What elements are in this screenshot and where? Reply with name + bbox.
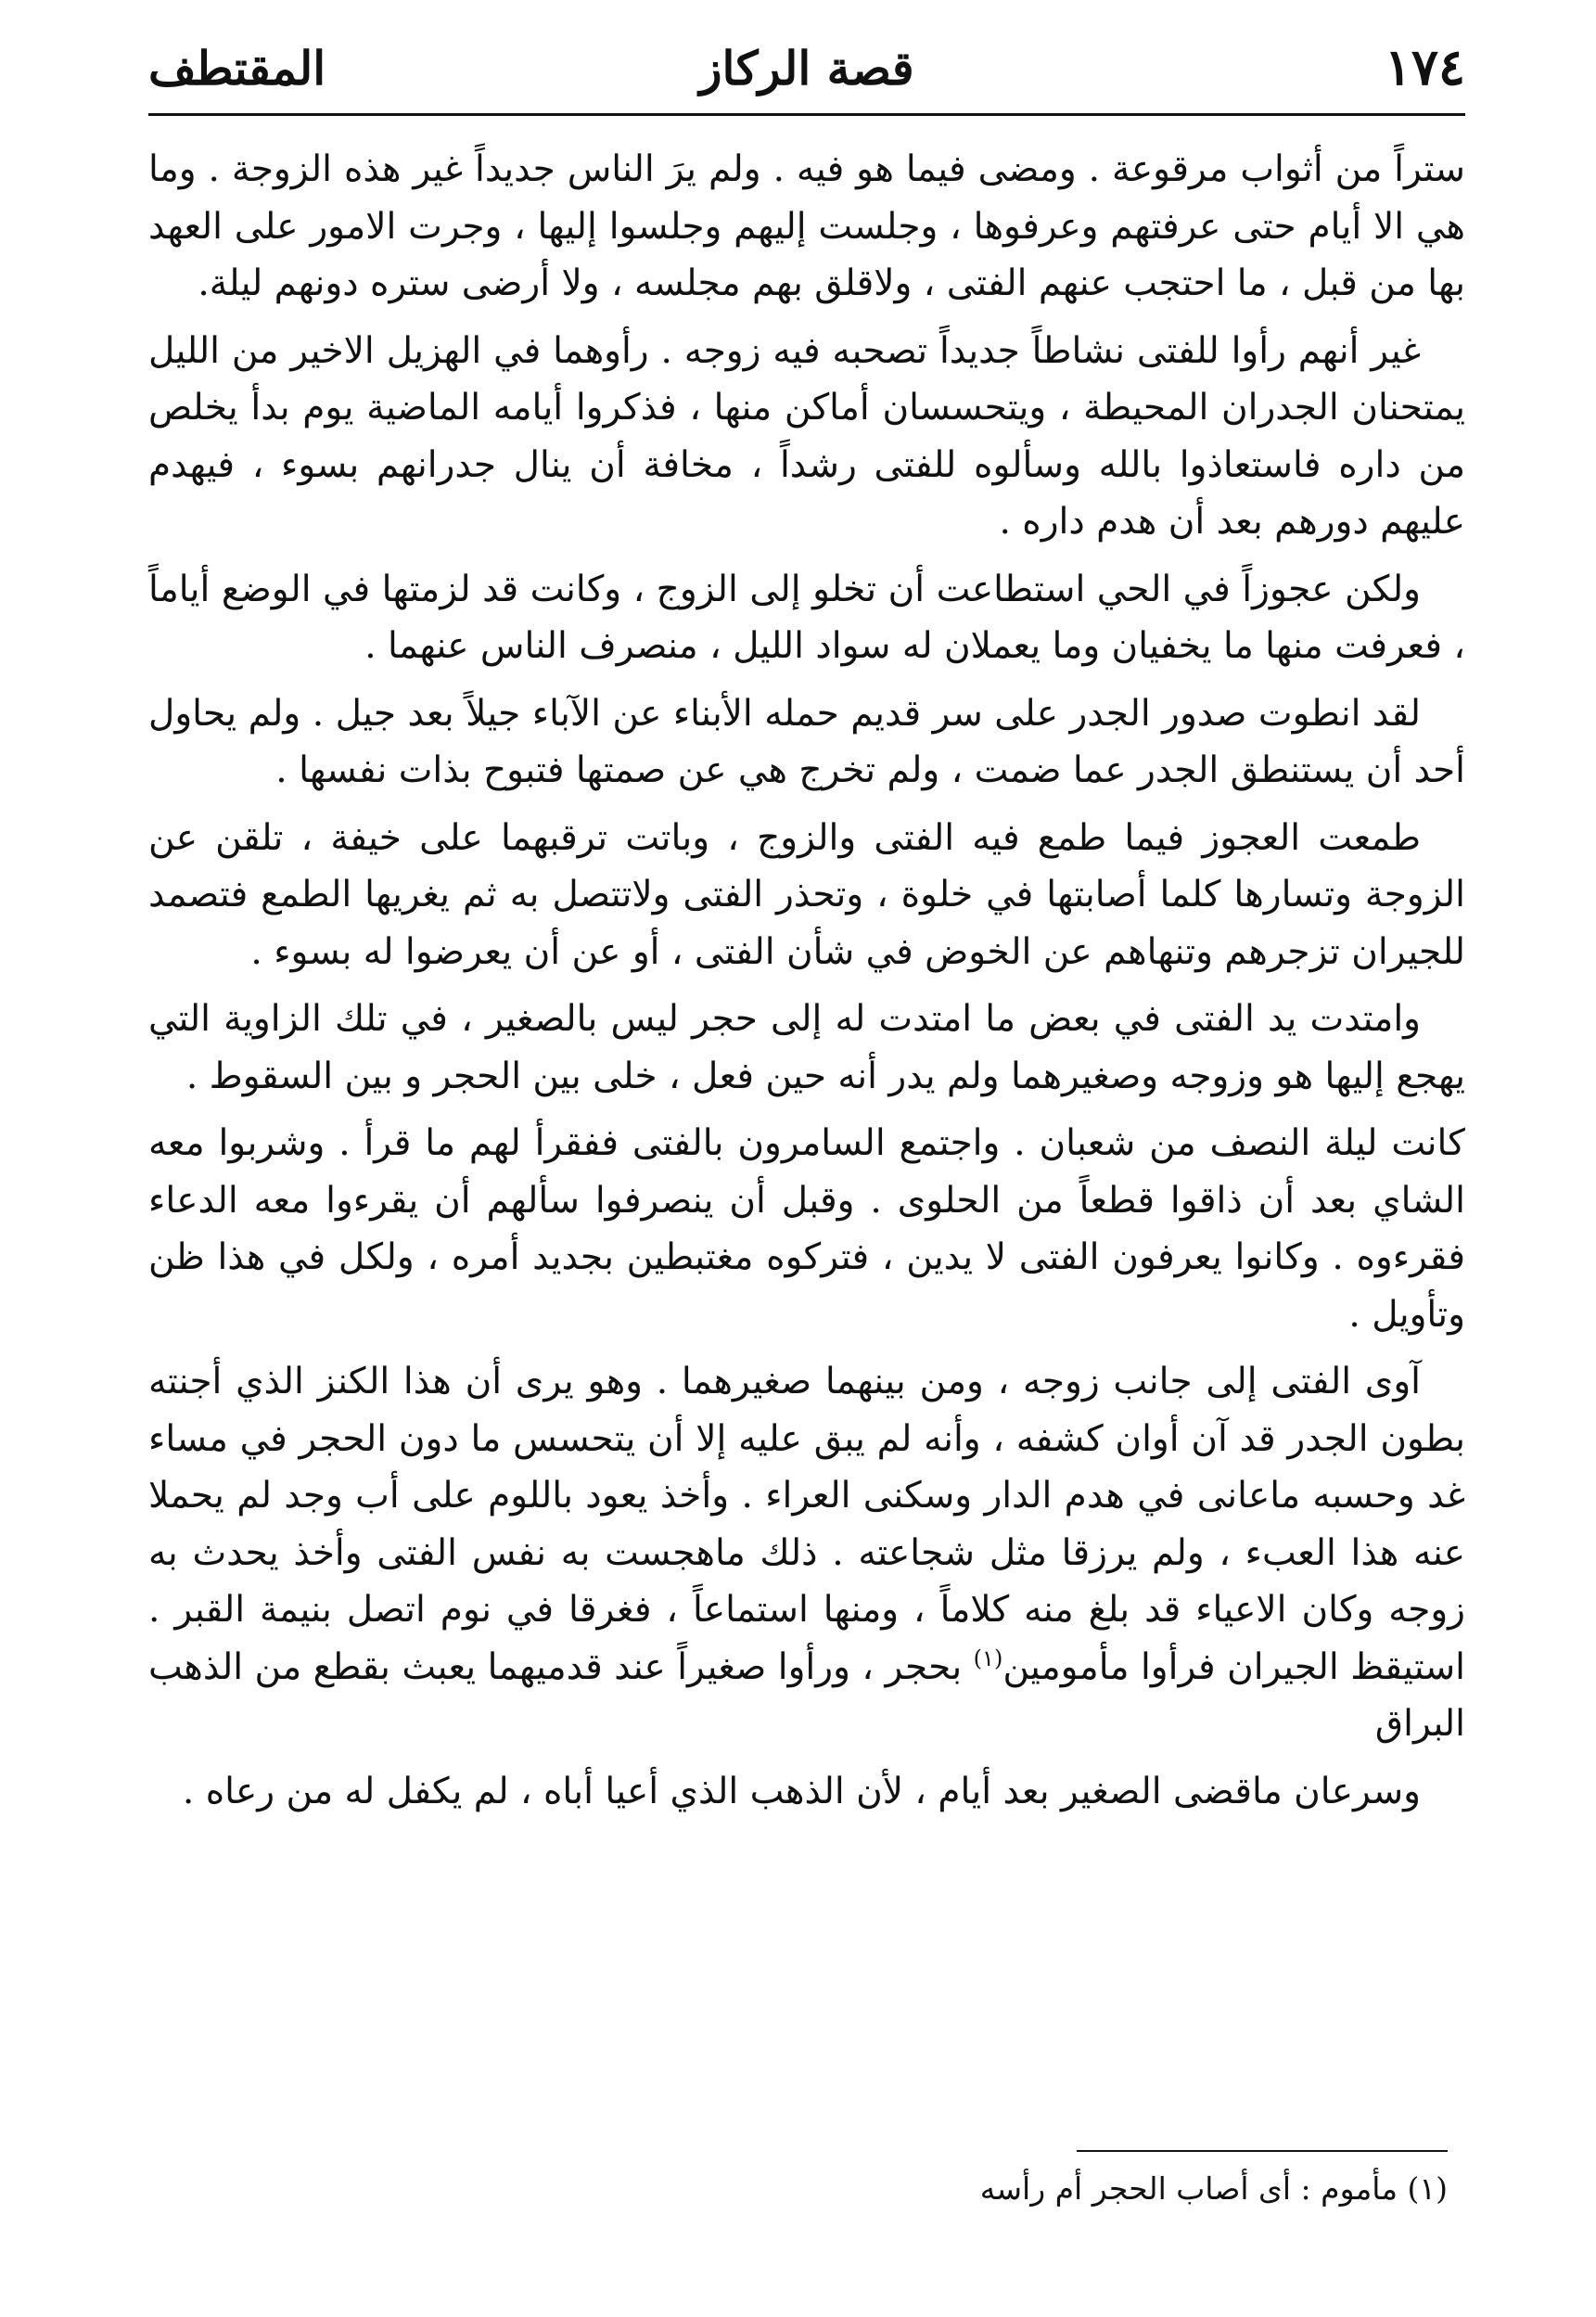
footnote: (١) مأموم : أى أصاب الحجر أم رأسه bbox=[979, 2170, 1448, 2207]
paragraph-1: ستراً من أثواب مرقوعة . ومضى فيما هو فيه . ولم يرَ الناس جديداً غير هذه الزوجة . وما هي الا أيام حتى عرفتهم وعرفوها ، وجلست إليهم وجلسوا إليها ، وجرت الامور على العهد بها من قبل ، ما احتجب عنهم الفتى ، ولاقلق بهم مجلسه ، ولا أرضى ستره دونهم ليلة. bbox=[148, 148, 1465, 304]
paragraph-8-tail: بحجر ، ورأوا صغيراً عند قدميهما يعبث بقطع من الذهب البراق bbox=[148, 1645, 1465, 1745]
paragraph-9: وسرعان ماقضى الصغير بعد أيام ، لأن الذهب الذي أعيا أباه ، لم يكفل له من رعاه . bbox=[182, 1770, 1421, 1812]
paragraph-4: لقد انطوت صدور الجدر على سر قديم حمله الأبناء عن الآباء جيلاً بعد جيل . ولم يحاول أحد أن يستنطق الجدر عما ضمت ، ولم تخرج هي عن صمتها فتبوح بذات نفسها . bbox=[148, 692, 1465, 791]
paragraph-6: وامتدت يد الفتى في بعض ما امتدت له إلى حجر ليس بالصغير ، في تلك الزاوية التي يهجع إليها هو وزوجه وصغيرهما ولم يدر أنه حين فعل ، خلى بين الحجر و بين السقوط . bbox=[148, 998, 1465, 1097]
paragraph-2: غير أنهم رأوا للفتى نشاطاً جديداً تصحبه فيه زوجه . رأوهما في الهزيل الاخير من الليل يمتحنان الجدران المحيطة ، ويتحسسان أماكن منها ، فذكروا أيامه الماضية يوم بدأ يخلص من داره فاستعاذوا بالله وسألوه للفتى رشداً ، مخافة أن ينال جدرانهم بسوء ، فيهدم عليهم دورهم بعد أن هدم داره . bbox=[148, 329, 1465, 543]
paragraph-7: كانت ليلة النصف من شعبان . واجتمع السامرون بالفتى ففقرأ لهم ما قرأ . وشربوا معه الشاي بعد أن ذاقوا قطعاً من الحلوى . وقبل أن ينصرفوا سألهم أن يقرءوا معه الدعاء فقرءوه . وكانوا يعرفون الفتى لا يدين ، فتركوه مغتبطين بجديد أمره ، ولكل في هذا ظن وتأويل . bbox=[148, 1122, 1465, 1336]
page-number: ١٧٤ bbox=[1384, 37, 1465, 96]
article-body bbox=[148, 141, 1465, 1830]
paragraph-3: ولكن عجوزاً في الحي استطاعت أن تخلو إلى الزوج ، وكانت قد لزمتها في الوضع أياماً ، فعرفت منها ما يخفيان وما يعملان له سواد الليل ، منصرف الناس عنهما . bbox=[148, 568, 1465, 667]
paragraph-8-text: آوى الفتى إلى جانب زوجه ، ومن بينهما صغيرهما . وهو يرى أن هذا الكنز الذي أجنته بطون الجدر قد آن أوان كشفه ، وأنه لم يبق عليه إلا أن يتحسس ما دون الحجر في مساء غد وحسبه ماعانى في هدم الدار وسكنى العراء . وأخذ يعود باللوم على أب وجد لم يحملا عنه هذا العبء ، ولم يرزقا مثل شجاعته . ذلك ماهجست به نفس الفتى وأخذ يحدث به زوجه وكان الاعياء قد بلغ منه كلاماً ، ومنها استماعاً ، فغرقا في نوم اتصل بنيمة القبر . استيقظ الجيران فرأوا مأمومين bbox=[148, 1361, 1466, 1688]
header-rule bbox=[148, 113, 1465, 116]
running-header bbox=[148, 35, 1465, 109]
journal-name: المقتطف bbox=[148, 41, 326, 96]
footnote-rule bbox=[1077, 2150, 1448, 2152]
paragraph-5: طمعت العجوز فيما طمع فيه الفتى والزوج ، وباتت ترقبهما على خيفة ، تلقن عن الزوجة وتسارها كلما أصابتها في خلوة ، وتحذر الفتى ولاتتصل به ثم يغريها الطمع فتصمد للجيران تزجرهم وتنهاهم عن الخوض في شأن الفتى ، أو عن أن يعرضوا له بسوء . bbox=[148, 816, 1465, 973]
paragraph-8 bbox=[148, 1353, 1465, 1753]
running-title: قصة الركاز bbox=[699, 41, 914, 96]
footnote-marker: (١) bbox=[973, 1645, 1003, 1671]
